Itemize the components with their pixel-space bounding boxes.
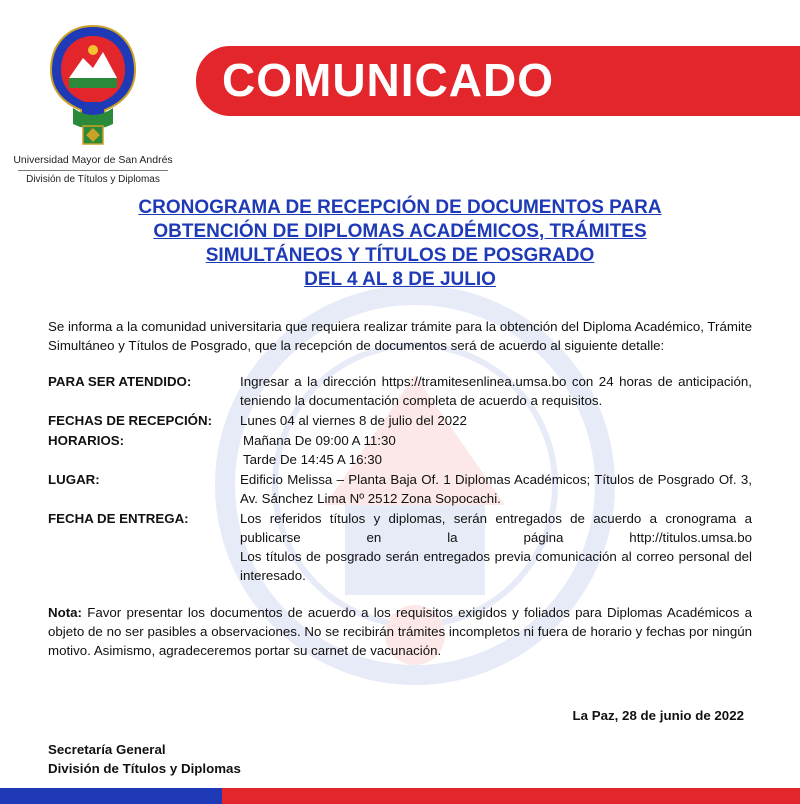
- university-name: Universidad Mayor de San Andrés: [13, 154, 173, 166]
- title-line-1: CRONOGRAMA DE RECEPCIÓN DE DOCUMENTOS PARA: [138, 197, 662, 218]
- detail-row-place: [48, 470, 752, 508]
- attend-label: PARA SER ATENDIDO:: [48, 374, 192, 389]
- intro-paragraph: Se informa a la comunidad universitaria que requiera realizar trámite para la obtención del Diploma Académico, Trámite Simultáneo y Títulos de Posgrado, que la recepción de documentos será de acuerdo al siguiente detalle:: [48, 319, 752, 353]
- footer-red-stripe: [222, 788, 800, 804]
- logo-divider: [18, 170, 168, 171]
- university-seal-icon: [43, 22, 143, 150]
- detail-row-attend: [48, 372, 752, 410]
- delivery-text-2: Los títulos de posgrado serán entregados previa comunicación al correo personal del interesado.: [240, 549, 752, 583]
- place-value: Edificio Melissa – Planta Baja Of. 1 Diplomas Académicos; Títulos de Posgrado Of. 3, Av. Sánchez Lima Nº 2512 Zona Sopocachi.: [240, 472, 752, 506]
- title-line-3: SIMULTÁNEOS Y TÍTULOS DE POSGRADO: [205, 245, 595, 266]
- note-label: Nota:: [48, 605, 82, 620]
- attend-value: Ingresar a la dirección https://tramitesenlinea.umsa.bo con 24 horas de anticipación, teniendo la documentación completa de acuerdo a requisitos.: [240, 374, 752, 408]
- issue-date: La Paz, 28 de junio de 2022: [572, 708, 744, 723]
- title-line-2: OBTENCIÓN DE DIPLOMAS ACADÉMICOS, TRÁMITES: [153, 221, 647, 242]
- detail-row-hours: [48, 431, 752, 469]
- institution-logo-block: [8, 22, 178, 185]
- document-body: [48, 317, 752, 660]
- signature-block: [48, 740, 241, 778]
- signature-line-1: Secretaría General: [48, 742, 166, 757]
- delivery-label: FECHA DE ENTREGA:: [48, 511, 189, 526]
- hours-morning: Mañana De 09:00 A 11:30: [243, 433, 396, 448]
- place-label: LUGAR:: [48, 472, 100, 487]
- hours-label: HORARIOS:: [48, 433, 125, 448]
- note-text: Favor presentar los documentos de acuerdo a los requisitos exigidos y foliados para Diplomas Académicos a objeto de no ser pasibles a observaciones. No se recibirán trámites incompletos ni fuera de horario y fechas por ningún motivo. Asimismo, agradeceremos portar su carnet de vacunación.: [48, 605, 752, 658]
- delivery-text-1: Los referidos títulos y diplomas, serán entregados de acuerdo a cronograma a publicarse en la página http://titulos.umsa.bo: [240, 511, 752, 545]
- footer-bar: [0, 788, 800, 804]
- signature-line-2: División de Títulos y Diplomas: [48, 761, 241, 776]
- detail-row-dates: [48, 411, 752, 430]
- detail-row-delivery: [48, 509, 752, 585]
- dates-value: Lunes 04 al viernes 8 de julio del 2022: [240, 413, 467, 428]
- hours-value: [240, 431, 752, 469]
- banner-title: COMUNICADO: [222, 54, 554, 106]
- dates-label: FECHAS DE RECEPCIÓN:: [48, 413, 213, 428]
- document-title: [60, 196, 740, 292]
- hours-afternoon: Tarde De 14:45 A 16:30: [243, 452, 382, 467]
- delivery-value: [240, 509, 752, 585]
- department-name: División de Títulos y Diplomas: [26, 174, 160, 185]
- footer-blue-stripe: [0, 788, 222, 804]
- comunicado-banner: [196, 46, 800, 116]
- title-line-4: DEL 4 AL 8 DE JULIO: [304, 269, 496, 290]
- note-paragraph: [48, 603, 752, 660]
